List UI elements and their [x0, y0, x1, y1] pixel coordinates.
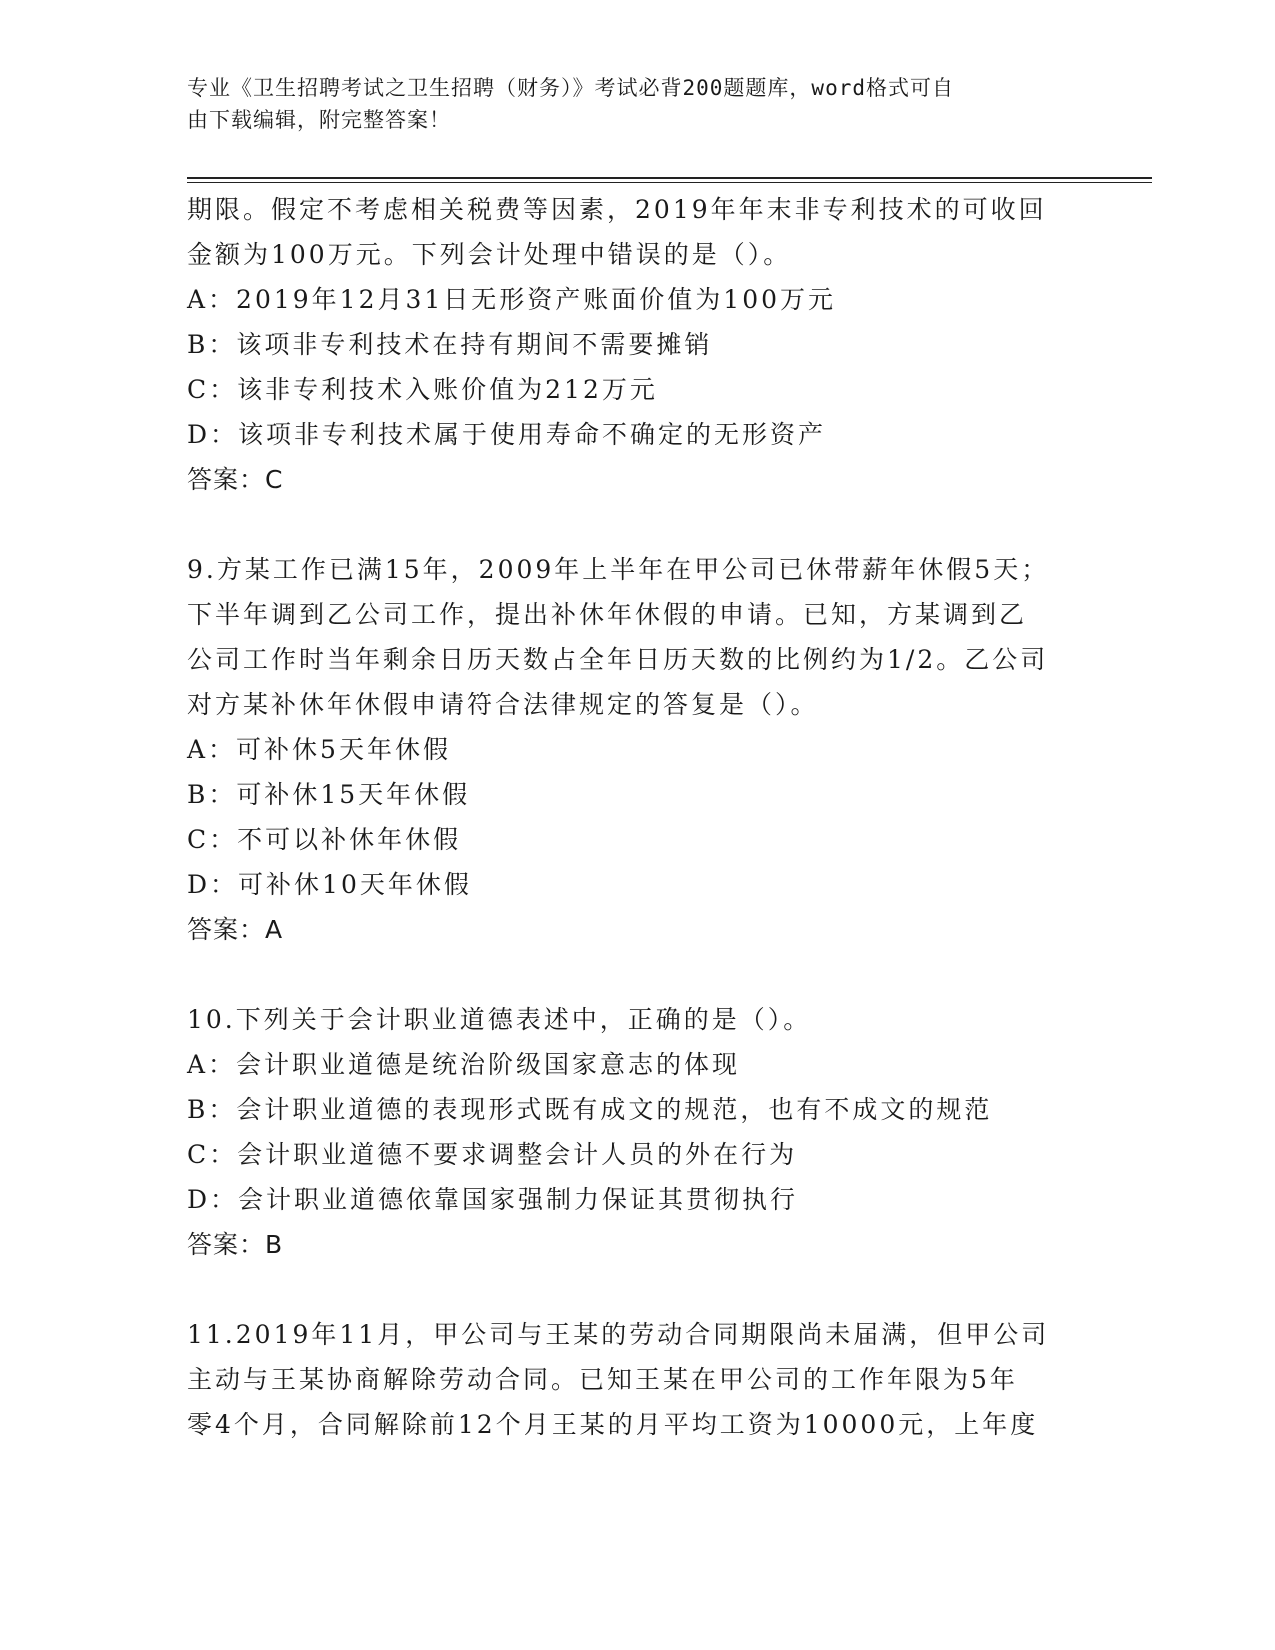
document-header: [187, 72, 1067, 136]
option-a: A：可补休5天年休假: [187, 735, 451, 764]
question-stem-line: 期限。假定不考虑相关税费等因素，2019年年末非专利技术的可收回: [187, 195, 1047, 224]
document-body: [187, 187, 1087, 1447]
question-stem-line: 11.2019年11月，甲公司与王某的劳动合同期限尚未届满，但甲公司: [187, 1320, 1050, 1349]
option-a: A：会计职业道德是统治阶级国家意志的体现: [187, 1050, 741, 1079]
option-c: C：会计职业道德不要求调整会计人员的外在行为: [187, 1140, 798, 1169]
question-stem-line: 金额为100万元。下列会计处理中错误的是（）。: [187, 240, 792, 269]
question-11: [187, 1312, 1087, 1447]
option-c: C：该非专利技术入账价值为212万元: [187, 375, 658, 404]
answer-label: 答案：B: [187, 1230, 284, 1259]
option-d: D：会计职业道德依靠国家强制力保证其贯彻执行: [187, 1185, 799, 1214]
header-title-line-1: 专业《卫生招聘考试之卫生招聘（财务）》考试必背200题题库，word格式可自: [187, 76, 954, 100]
spacer: [187, 1267, 1087, 1312]
option-c: C：不可以补休年休假: [187, 825, 462, 854]
answer-label: 答案：C: [187, 465, 284, 494]
question-8: [187, 187, 1087, 502]
question-stem-line: 下半年调到乙公司工作，提出补休年休假的申请。已知，方某调到乙: [187, 600, 1028, 629]
question-stem-line: 10.下列关于会计职业道德表述中，正确的是（）。: [187, 1005, 812, 1034]
header-divider-thick: [187, 177, 1152, 179]
question-stem-line: 主动与王某协商解除劳动合同。已知王某在甲公司的工作年限为5年: [187, 1365, 1018, 1394]
answer-label: 答案：A: [187, 915, 284, 944]
spacer: [187, 952, 1087, 997]
option-a: A：2019年12月31日无形资产账面价值为100万元: [187, 285, 837, 314]
option-d: D：该项非专利技术属于使用寿命不确定的无形资产: [187, 420, 827, 449]
header-divider-thin: [187, 182, 1152, 183]
question-stem-line: 9.方某工作已满15年，2009年上半年在甲公司已休带薪年休假5天；: [187, 555, 1050, 584]
question-10: [187, 997, 1087, 1267]
question-stem-line: 零4个月，合同解除前12个月王某的月平均工资为10000元，上年度: [187, 1410, 1039, 1439]
question-stem-line: 对方某补休年休假申请符合法律规定的答复是（）。: [187, 690, 819, 719]
option-b: B：该项非专利技术在持有期间不需要摊销: [187, 330, 713, 359]
option-d: D：可补休10天年休假: [187, 870, 472, 899]
header-title-line-2: 由下载编辑，附完整答案！: [187, 108, 451, 132]
question-stem-line: 公司工作时当年剩余日历天数占全年日历天数的比例约为1/2。乙公司: [187, 645, 1049, 674]
option-b: B：可补休15天年休假: [187, 780, 471, 809]
question-9: [187, 547, 1087, 952]
spacer: [187, 502, 1087, 547]
option-b: B：会计职业道德的表现形式既有成文的规范，也有不成文的规范: [187, 1095, 993, 1124]
